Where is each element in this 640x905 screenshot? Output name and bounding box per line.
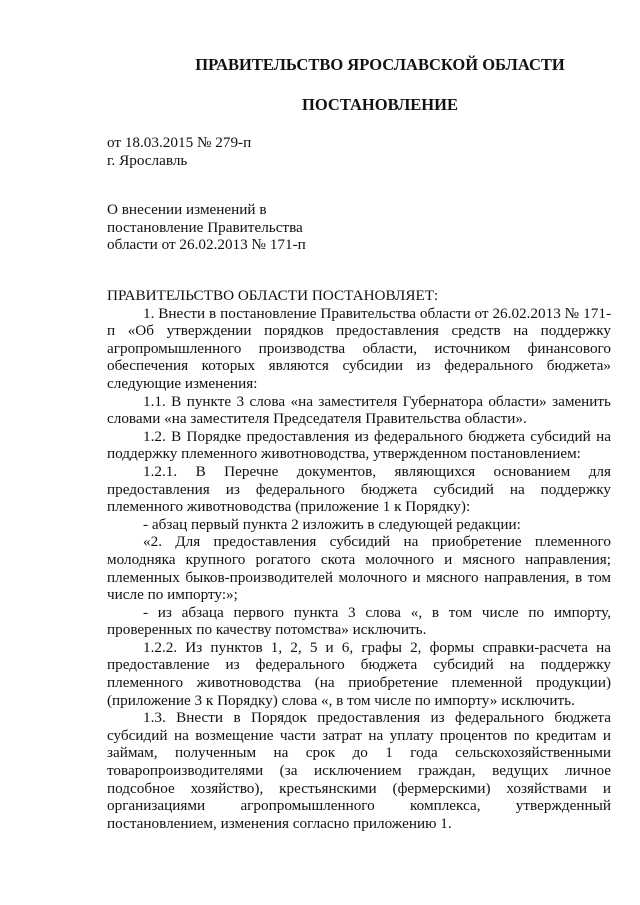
organization-heading: ПРАВИТЕЛЬСТВО ЯРОСЛАВСКОЙ ОБЛАСТИ <box>195 55 565 74</box>
document-body <box>107 287 611 832</box>
body-paragraph: 1. Внести в постановление Правительства области от 26.02.2013 № 171-п «Об утверждении порядков предоставления средств на поддержку агропромышленного производства области, источником финансового обеспечения которых являются субсидии из федерального бюджета» следующие изменения: <box>107 304 611 392</box>
body-paragraph: 1.2. В Порядке предоставления из федерального бюджета субсидий на поддержку племенного животноводства, утвержденном постановлением: <box>107 427 611 463</box>
body-paragraph: 1.3. Внести в Порядок предоставления из федерального бюджета субсидий на возмещение части затрат на уплату процентов по кредитам и займам, полученным на срок до 1 года сельскохозяйственными товаропроизводителями (за исключением граждан, ведущих личное подсобное хозяйство), крестьянскими (фермерскими) хозяйствами и организациями агропромышленного комплекса, утвержденный постановлением, изменения согласно приложению 1. <box>107 709 611 832</box>
document-meta <box>107 134 251 169</box>
document-type-heading: ПОСТАНОВЛЕНИЕ <box>302 95 458 114</box>
date-number: от 18.03.2015 № 279-п <box>107 134 252 151</box>
body-paragraph: «2. Для предоставления субсидий на приобретение племенного молодняка крупного рогатого скота молочного и мясного направления; племенных быков-производителей молочного и мясного направления, в том числе по импорту:»; <box>107 533 611 604</box>
body-paragraph: - из абзаца первого пункта 3 слова «, в том числе по импорту, проверенных по качеству потомства» исключить. <box>107 603 611 639</box>
decree-line: ПРАВИТЕЛЬСТВО ОБЛАСТИ ПОСТАНОВЛЯЕТ: <box>107 287 439 304</box>
body-paragraph: - абзац первый пункта 2 изложить в следующей редакции: <box>143 515 521 533</box>
body-paragraph: 1.1. В пункте 3 слова «на заместителя Губернатора области» заменить словами «на заместителя Председателя Правительства области». <box>107 392 611 428</box>
document-subject <box>107 201 306 254</box>
subject-line: постановление Правительства <box>107 218 303 236</box>
subject-line: О внесении изменений в <box>107 201 267 218</box>
body-paragraph: 1.2.2. Из пунктов 1, 2, 5 и 6, графы 2, формы справки-расчета на предоставление из федерального бюджета субсидий на поддержку племенного животноводства (на приобретение племенной продукции) (приложение 3 к Порядку) слова «, в том числе по импорту» исключить. <box>107 638 611 709</box>
body-paragraph: 1.2.1. В Перечне документов, являющихся основанием для предоставления из федерального бюджета субсидий на поддержку племенного животноводства (приложение 1 к Порядку): <box>107 462 611 516</box>
city: г. Ярославль <box>107 151 188 169</box>
subject-line: области от 26.02.2013 № 171-п <box>107 236 306 253</box>
